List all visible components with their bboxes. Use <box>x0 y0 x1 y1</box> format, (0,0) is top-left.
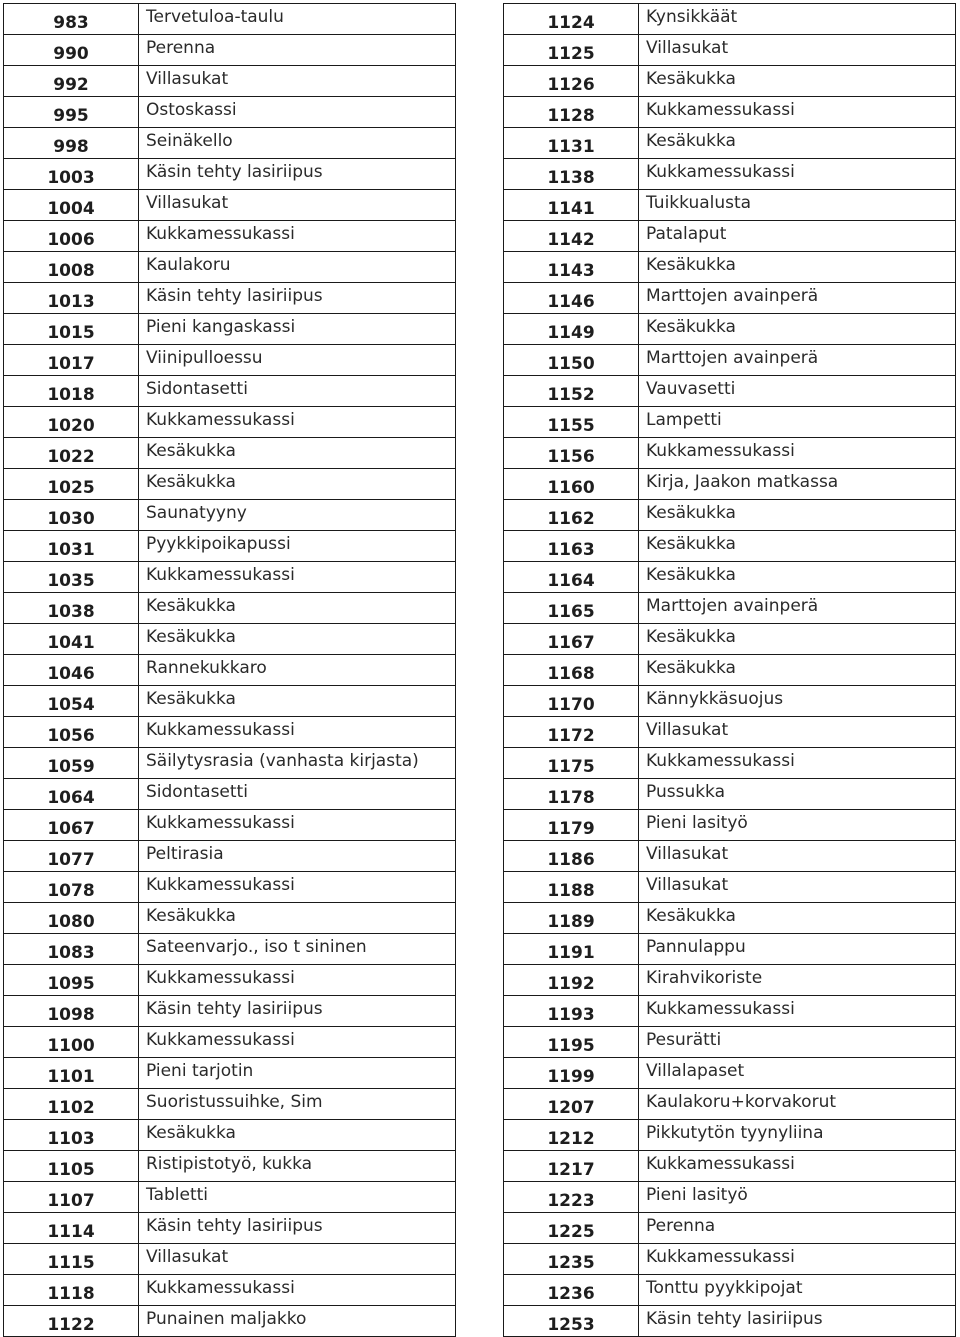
table-row <box>504 655 956 686</box>
prize-item: Kukkamessukassi <box>139 810 456 841</box>
ticket-number: 1013 <box>4 283 139 314</box>
prize-item: Suoristussuihke, Sim <box>139 1089 456 1120</box>
table-row <box>504 190 956 221</box>
table-row <box>504 1306 956 1337</box>
ticket-number: 1107 <box>4 1182 139 1213</box>
prize-item: Villasukat <box>639 841 956 872</box>
prize-item: Kesäkukka <box>639 531 956 562</box>
table-row <box>504 1027 956 1058</box>
table-row <box>504 128 956 159</box>
prize-item: Sidontasetti <box>139 376 456 407</box>
prize-item: Villasukat <box>639 35 956 66</box>
ticket-number: 1160 <box>504 469 639 500</box>
prize-item: Kukkamessukassi <box>139 1027 456 1058</box>
ticket-number: 1098 <box>4 996 139 1027</box>
ticket-number: 1017 <box>4 345 139 376</box>
prize-item: Käsin tehty lasiriipus <box>639 1306 956 1337</box>
ticket-number: 1122 <box>4 1306 139 1337</box>
ticket-number: 1035 <box>4 562 139 593</box>
prize-item: Pieni lasityö <box>639 810 956 841</box>
ticket-number: 1003 <box>4 159 139 190</box>
table-row <box>504 221 956 252</box>
ticket-number: 1077 <box>4 841 139 872</box>
prize-item: Kesäkukka <box>139 624 456 655</box>
table-row <box>4 1275 456 1306</box>
prize-item: Peltirasia <box>139 841 456 872</box>
ticket-number: 1162 <box>504 500 639 531</box>
prize-item: Kesäkukka <box>139 1120 456 1151</box>
prize-item: Kukkamessukassi <box>139 965 456 996</box>
table-row <box>4 500 456 531</box>
ticket-number: 1059 <box>4 748 139 779</box>
table-row <box>4 66 456 97</box>
ticket-number: 1101 <box>4 1058 139 1089</box>
prize-item: Villasukat <box>639 717 956 748</box>
prize-item: Kukkamessukassi <box>639 1151 956 1182</box>
ticket-number: 1031 <box>4 531 139 562</box>
table-row <box>504 283 956 314</box>
prize-item: Tabletti <box>139 1182 456 1213</box>
table-row <box>504 252 956 283</box>
ticket-number: 1138 <box>504 159 639 190</box>
prize-item: Marttojen avainperä <box>639 593 956 624</box>
table-row <box>504 934 956 965</box>
ticket-number: 1128 <box>504 97 639 128</box>
table-row <box>4 810 456 841</box>
table-row <box>504 438 956 469</box>
table-row <box>4 4 456 35</box>
ticket-number: 1191 <box>504 934 639 965</box>
ticket-number: 1142 <box>504 221 639 252</box>
left-prize-table <box>3 3 456 1337</box>
prize-item: Kesäkukka <box>139 903 456 934</box>
prize-item: Käsin tehty lasiriipus <box>139 996 456 1027</box>
table-row <box>4 779 456 810</box>
ticket-number: 1217 <box>504 1151 639 1182</box>
prize-item: Pesurätti <box>639 1027 956 1058</box>
prize-item: Kesäkukka <box>639 903 956 934</box>
ticket-number: 1172 <box>504 717 639 748</box>
prize-item: Seinäkello <box>139 128 456 159</box>
table-row <box>4 593 456 624</box>
prize-item: Lampetti <box>639 407 956 438</box>
table-row <box>4 35 456 66</box>
ticket-number: 1054 <box>4 686 139 717</box>
ticket-number: 1253 <box>504 1306 639 1337</box>
ticket-number: 1083 <box>4 934 139 965</box>
ticket-number: 1199 <box>504 1058 639 1089</box>
prize-item: Kynsikkäät <box>639 4 956 35</box>
table-row <box>4 686 456 717</box>
prize-item: Perenna <box>639 1213 956 1244</box>
table-row <box>4 159 456 190</box>
ticket-number: 1118 <box>4 1275 139 1306</box>
ticket-number: 992 <box>4 66 139 97</box>
prize-item: Kesäkukka <box>639 624 956 655</box>
ticket-number: 1168 <box>504 655 639 686</box>
table-row <box>504 903 956 934</box>
ticket-number: 1167 <box>504 624 639 655</box>
table-row <box>504 35 956 66</box>
ticket-number: 1105 <box>4 1151 139 1182</box>
ticket-number: 1095 <box>4 965 139 996</box>
prize-item: Marttojen avainperä <box>639 283 956 314</box>
table-row <box>504 1089 956 1120</box>
ticket-number: 1078 <box>4 872 139 903</box>
table-row <box>4 221 456 252</box>
left-table-body <box>4 4 456 1337</box>
ticket-number: 1189 <box>504 903 639 934</box>
table-row <box>4 531 456 562</box>
table-row <box>504 531 956 562</box>
prize-item: Kukkamessukassi <box>639 97 956 128</box>
ticket-number: 1155 <box>504 407 639 438</box>
ticket-number: 990 <box>4 35 139 66</box>
table-row <box>4 934 456 965</box>
ticket-number: 1236 <box>504 1275 639 1306</box>
table-row <box>4 965 456 996</box>
ticket-number: 995 <box>4 97 139 128</box>
table-row <box>504 159 956 190</box>
ticket-number: 1124 <box>504 4 639 35</box>
ticket-number: 1179 <box>504 810 639 841</box>
prize-item: Saunatyyny <box>139 500 456 531</box>
prize-item: Villasukat <box>139 1244 456 1275</box>
ticket-number: 1103 <box>4 1120 139 1151</box>
ticket-number: 1143 <box>504 252 639 283</box>
ticket-number: 983 <box>4 4 139 35</box>
prize-item: Kesäkukka <box>639 655 956 686</box>
prize-item: Kesäkukka <box>139 469 456 500</box>
table-row <box>504 1213 956 1244</box>
prize-item: Vauvasetti <box>639 376 956 407</box>
table-row <box>4 748 456 779</box>
ticket-number: 1008 <box>4 252 139 283</box>
prize-item: Kaulakoru+korvakorut <box>639 1089 956 1120</box>
ticket-number: 1115 <box>4 1244 139 1275</box>
table-row <box>4 1151 456 1182</box>
prize-item: Rannekukkaro <box>139 655 456 686</box>
prize-item: Villasukat <box>639 872 956 903</box>
prize-item: Tonttu pyykkipojat <box>639 1275 956 1306</box>
table-row <box>504 1058 956 1089</box>
prize-item: Pussukka <box>639 779 956 810</box>
prize-item: Pieni lasityö <box>639 1182 956 1213</box>
table-row <box>504 345 956 376</box>
ticket-number: 1178 <box>504 779 639 810</box>
table-row <box>4 1306 456 1337</box>
ticket-number: 1193 <box>504 996 639 1027</box>
ticket-number: 1125 <box>504 35 639 66</box>
prize-item: Pannulappu <box>639 934 956 965</box>
ticket-number: 1212 <box>504 1120 639 1151</box>
prize-item: Kännykkäsuojus <box>639 686 956 717</box>
prize-item: Kukkamessukassi <box>139 562 456 593</box>
table-row <box>4 562 456 593</box>
table-row <box>4 624 456 655</box>
prize-item: Punainen maljakko <box>139 1306 456 1337</box>
ticket-number: 1056 <box>4 717 139 748</box>
ticket-number: 1080 <box>4 903 139 934</box>
table-row <box>504 1275 956 1306</box>
table-row <box>4 438 456 469</box>
ticket-number: 1170 <box>504 686 639 717</box>
prize-item: Kukkamessukassi <box>639 438 956 469</box>
table-row <box>504 872 956 903</box>
table-row <box>4 841 456 872</box>
ticket-number: 1146 <box>504 283 639 314</box>
ticket-number: 1030 <box>4 500 139 531</box>
prize-item: Kesäkukka <box>139 438 456 469</box>
prize-item: Kesäkukka <box>639 66 956 97</box>
prize-item: Kukkamessukassi <box>139 872 456 903</box>
prize-item: Kaulakoru <box>139 252 456 283</box>
ticket-number: 1100 <box>4 1027 139 1058</box>
prize-item: Kirahvikoriste <box>639 965 956 996</box>
table-row <box>4 655 456 686</box>
ticket-number: 1114 <box>4 1213 139 1244</box>
ticket-number: 1025 <box>4 469 139 500</box>
table-row <box>504 686 956 717</box>
table-row <box>504 996 956 1027</box>
prize-item: Kukkamessukassi <box>639 748 956 779</box>
ticket-number: 1195 <box>504 1027 639 1058</box>
table-row <box>504 841 956 872</box>
prize-item: Ostoskassi <box>139 97 456 128</box>
prize-item: Kesäkukka <box>639 500 956 531</box>
table-row <box>4 314 456 345</box>
table-row <box>4 469 456 500</box>
table-row <box>504 469 956 500</box>
ticket-number: 1163 <box>504 531 639 562</box>
prize-item: Kukkamessukassi <box>639 1244 956 1275</box>
table-row <box>4 872 456 903</box>
table-row <box>504 500 956 531</box>
table-row <box>504 1120 956 1151</box>
prize-item: Viinipulloessu <box>139 345 456 376</box>
ticket-number: 1223 <box>504 1182 639 1213</box>
table-row <box>504 376 956 407</box>
ticket-number: 1207 <box>504 1089 639 1120</box>
ticket-number: 1038 <box>4 593 139 624</box>
ticket-number: 1015 <box>4 314 139 345</box>
table-row <box>504 97 956 128</box>
table-row <box>4 717 456 748</box>
table-row <box>4 1058 456 1089</box>
table-row <box>4 407 456 438</box>
prize-item: Kukkamessukassi <box>639 159 956 190</box>
right-prize-table <box>503 3 956 1337</box>
table-row <box>504 1182 956 1213</box>
ticket-number: 1156 <box>504 438 639 469</box>
ticket-number: 1018 <box>4 376 139 407</box>
prize-item: Kesäkukka <box>639 562 956 593</box>
prize-item: Kukkamessukassi <box>139 221 456 252</box>
table-row <box>504 1151 956 1182</box>
prize-item: Kesäkukka <box>639 314 956 345</box>
prize-item: Sidontasetti <box>139 779 456 810</box>
ticket-number: 1067 <box>4 810 139 841</box>
prize-item: Käsin tehty lasiriipus <box>139 283 456 314</box>
prize-item: Tuikkualusta <box>639 190 956 221</box>
ticket-number: 1192 <box>504 965 639 996</box>
prize-item: Tervetuloa-taulu <box>139 4 456 35</box>
table-row <box>504 593 956 624</box>
table-row <box>4 1120 456 1151</box>
table-row <box>504 810 956 841</box>
ticket-number: 1150 <box>504 345 639 376</box>
ticket-number: 998 <box>4 128 139 159</box>
prize-item: Ristipistotyö, kukka <box>139 1151 456 1182</box>
table-row <box>504 779 956 810</box>
ticket-number: 1102 <box>4 1089 139 1120</box>
ticket-number: 1064 <box>4 779 139 810</box>
table-row <box>4 1089 456 1120</box>
prize-item: Pieni tarjotin <box>139 1058 456 1089</box>
table-row <box>4 376 456 407</box>
prize-item: Kukkamessukassi <box>139 1275 456 1306</box>
ticket-number: 1006 <box>4 221 139 252</box>
prize-item: Marttojen avainperä <box>639 345 956 376</box>
prize-item: Villasukat <box>139 190 456 221</box>
table-row <box>4 1027 456 1058</box>
prize-item: Kukkamessukassi <box>139 407 456 438</box>
prize-item: Kukkamessukassi <box>639 996 956 1027</box>
ticket-number: 1041 <box>4 624 139 655</box>
table-row <box>4 996 456 1027</box>
table-row <box>504 748 956 779</box>
right-table-body <box>504 4 956 1337</box>
ticket-number: 1004 <box>4 190 139 221</box>
table-row <box>504 965 956 996</box>
table-row <box>4 283 456 314</box>
ticket-number: 1046 <box>4 655 139 686</box>
table-row <box>504 562 956 593</box>
ticket-number: 1225 <box>504 1213 639 1244</box>
prize-item: Kesäkukka <box>639 128 956 159</box>
table-row <box>504 717 956 748</box>
table-row <box>4 1213 456 1244</box>
ticket-number: 1020 <box>4 407 139 438</box>
prize-item: Käsin tehty lasiriipus <box>139 159 456 190</box>
ticket-number: 1165 <box>504 593 639 624</box>
table-row <box>504 1244 956 1275</box>
prize-item: Pikkutytön tyynyliina <box>639 1120 956 1151</box>
table-row <box>504 407 956 438</box>
prize-item: Villasukat <box>139 66 456 97</box>
table-row <box>504 624 956 655</box>
table-row <box>504 314 956 345</box>
ticket-number: 1149 <box>504 314 639 345</box>
prize-item: Sateenvarjo., iso t sininen <box>139 934 456 965</box>
ticket-number: 1188 <box>504 872 639 903</box>
table-row <box>4 97 456 128</box>
table-row <box>4 903 456 934</box>
ticket-number: 1022 <box>4 438 139 469</box>
table-row <box>4 345 456 376</box>
ticket-number: 1175 <box>504 748 639 779</box>
ticket-number: 1235 <box>504 1244 639 1275</box>
ticket-number: 1186 <box>504 841 639 872</box>
prize-item: Pyykkipoikapussi <box>139 531 456 562</box>
prize-item: Perenna <box>139 35 456 66</box>
prize-item: Patalaput <box>639 221 956 252</box>
ticket-number: 1152 <box>504 376 639 407</box>
table-row <box>4 190 456 221</box>
prize-item: Kesäkukka <box>639 252 956 283</box>
prize-item: Kesäkukka <box>139 593 456 624</box>
prize-item: Käsin tehty lasiriipus <box>139 1213 456 1244</box>
prize-item: Villalapaset <box>639 1058 956 1089</box>
table-row <box>4 1244 456 1275</box>
ticket-number: 1164 <box>504 562 639 593</box>
prize-item: Kirja, Jaakon matkassa <box>639 469 956 500</box>
ticket-number: 1131 <box>504 128 639 159</box>
table-row <box>504 66 956 97</box>
prize-item: Säilytysrasia (vanhasta kirjasta) <box>139 748 456 779</box>
table-row <box>4 128 456 159</box>
table-row <box>4 1182 456 1213</box>
prize-item: Kesäkukka <box>139 686 456 717</box>
ticket-number: 1141 <box>504 190 639 221</box>
ticket-number: 1126 <box>504 66 639 97</box>
prize-item: Kukkamessukassi <box>139 717 456 748</box>
prize-item: Pieni kangaskassi <box>139 314 456 345</box>
table-row <box>4 252 456 283</box>
table-row <box>504 4 956 35</box>
